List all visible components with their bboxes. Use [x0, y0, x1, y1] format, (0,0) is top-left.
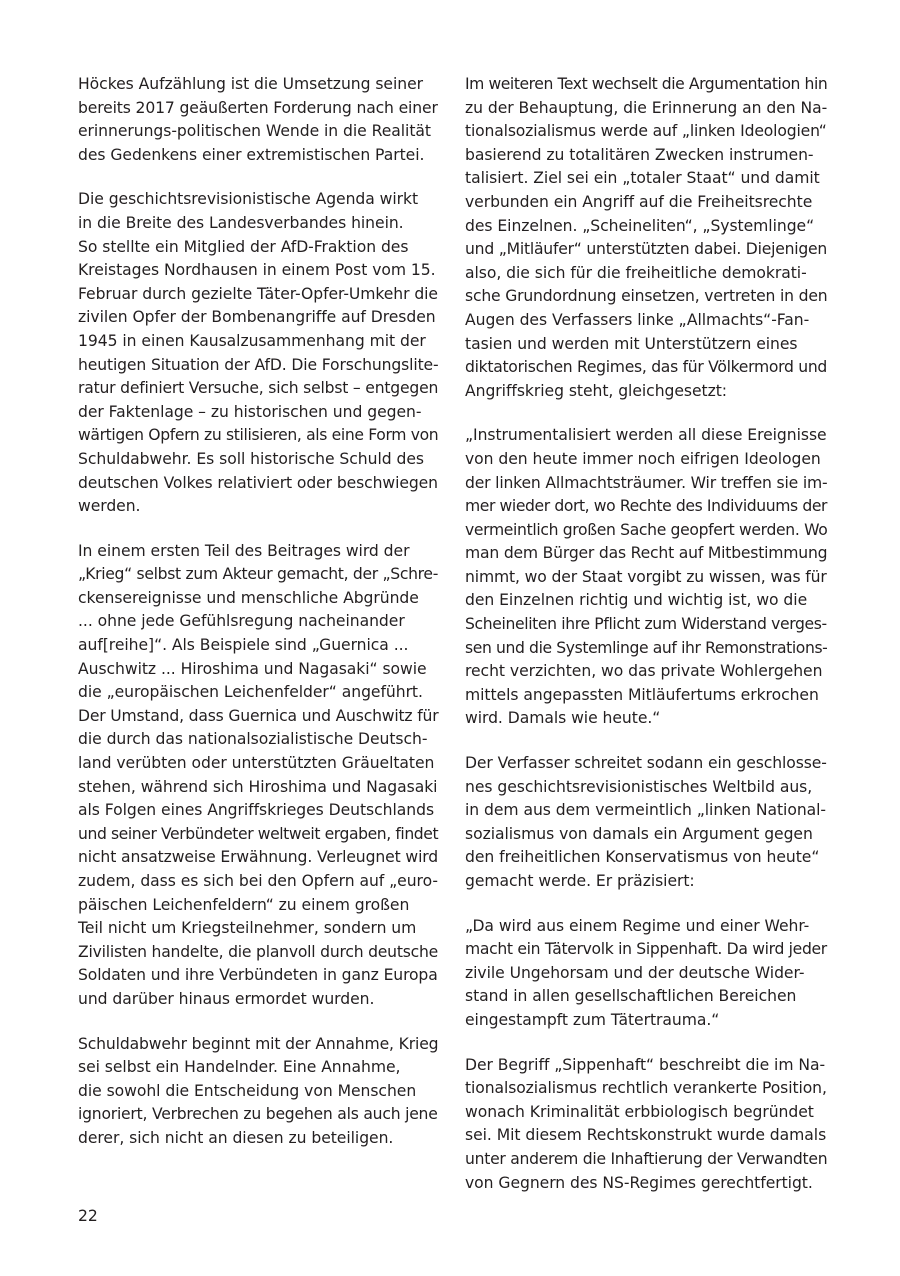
text-line: macht ein Tätervolk in Sippenhaft. Da wird jeder [465, 940, 827, 959]
text-line: Angriffskrieg steht, gleichgesetzt: [465, 381, 728, 400]
paragraph [78, 1033, 438, 1151]
page-number: 22 [78, 1207, 98, 1225]
text-line: tasien und werden mit Unterstützern eines [465, 334, 798, 353]
text-line: zu der Behauptung, die Erinnerung an den Na- [465, 98, 828, 117]
paragraph [465, 752, 827, 894]
text-line: und seiner Verbündeter weltweit ergaben, findet [78, 824, 439, 843]
text-line: recht verzichten, wo das private Wohlergehen [465, 662, 823, 681]
text-line: bereits 2017 geäußerten Forderung nach einer [78, 98, 438, 117]
paragraph [465, 915, 827, 1033]
text-line: nimmt, wo der Staat vorgibt zu wissen, was für [465, 567, 827, 586]
text-line: basierend zu totalitären Zwecken instrumen- [465, 145, 814, 164]
text-line: 1945 in einen Kausalzusammenhang mit der [78, 331, 426, 350]
text-line: des Gedenkens einer extremistischen Partei. [78, 145, 425, 164]
paragraph [78, 188, 438, 518]
text-line: und darüber hinaus ermordet wurden. [78, 989, 375, 1008]
text-line: nicht ansatzweise Erwähnung. Verleugnet wird [78, 848, 439, 867]
text-line: „Da wird aus einem Regime und einer Wehr- [465, 916, 810, 935]
text-line: Die geschichtsrevisionistische Agenda wirkt [78, 190, 419, 209]
text-line: wärtigen Opfern zu stilisieren, als eine Form von [78, 426, 439, 445]
paragraph [78, 73, 438, 167]
text-line: zivilen Opfer der Bombenangriffe auf Dresden [78, 308, 436, 327]
text-line: sozialismus von damals ein Argument gegen [465, 824, 813, 843]
text-line: der Faktenlage – zu historischen und gegen- [78, 402, 422, 421]
text-line: sei. Mit diesem Rechtskonstrukt wurde damals [465, 1126, 827, 1145]
text-line: verbunden ein Angriff auf die Freiheitsrechte [465, 192, 813, 211]
text-line: Zivilisten handelte, die planvoll durch deutsche [78, 942, 439, 961]
text-line: Höckes Aufzählung ist die Umsetzung seiner [78, 75, 423, 93]
text-line: in die Breite des Landesverbandes hinein. [78, 213, 404, 232]
text-line: die sowohl die Entscheidung von Menschen [78, 1081, 417, 1100]
text-line: die durch das nationalsozialistische Deutsch- [78, 730, 428, 749]
text-line: Der Umstand, dass Guernica und Auschwitz für [78, 706, 439, 725]
text-line: eingestampft zum Tätertrauma.“ [465, 1010, 720, 1029]
left-column [78, 73, 438, 1172]
text-line: stand in allen gesellschaftlichen Bereichen [465, 987, 797, 1006]
text-line: erinnerungs-politischen Wende in die Realität [78, 122, 431, 141]
paragraph [465, 73, 827, 403]
text-line: Schuldabwehr beginnt mit der Annahme, Krieg [78, 1034, 439, 1053]
text-line: zudem, dass es sich bei den Opfern auf „euro- [78, 872, 438, 890]
text-line: Scheineliten ihre Pflicht zum Widerstand verges- [465, 615, 827, 634]
text-line: So stellte ein Mitglied der AfD-Fraktion des [78, 237, 409, 256]
paragraph [465, 1054, 827, 1196]
text-line: gemacht werde. Er präzisiert: [465, 872, 695, 890]
text-line: von Gegnern des NS-Regimes gerechtfertigt. [465, 1173, 813, 1192]
text-line: stehen, während sich Hiroshima und Nagasaki [78, 777, 438, 796]
text-line: des Einzelnen. „Scheineliten“, „Systemlinge“ [465, 216, 815, 235]
text-line: Der Verfasser schreitet sodann ein geschlosse- [465, 754, 827, 773]
text-line: und „Mitläufer“ unterstützten dabei. Diejenigen [465, 240, 828, 259]
text-line: tionalsozialismus rechtlich verankerte Position, [465, 1079, 827, 1098]
text-line: mittels angepassten Mitläufertums erkrochen [465, 685, 819, 704]
text-line: den freiheitlichen Konservatismus von heute“ [465, 848, 820, 867]
text-line: werden. [78, 497, 141, 516]
right-column [465, 73, 827, 1216]
text-line: von den heute immer noch eifrigen Ideologen [465, 449, 821, 468]
text-line: heutigen Situation der AfD. Die Forschungslite- [78, 355, 439, 374]
text-line: Im weiteren Text wechselt die Argumentation hin [465, 75, 828, 93]
text-line: talisiert. Ziel sei ein „totaler Staat“ und damit [465, 169, 820, 188]
paragraph [465, 424, 827, 731]
text-line: nes geschichtsrevisionistisches Weltbild aus, [465, 777, 813, 796]
text-line: also, die sich für die freiheitliche demokrati- [465, 263, 807, 282]
text-line: ckensereignisse und menschliche Abgründe [78, 588, 419, 607]
text-line: die „europäischen Leichenfelder“ angeführt. [78, 683, 423, 702]
text-line: land verübten oder unterstützten Gräueltaten [78, 754, 435, 773]
text-line: sei selbst ein Handelnder. Eine Annahme, [78, 1058, 401, 1077]
text-line: Augen des Verfassers linke „Allmachts“-Fan- [465, 310, 810, 329]
text-line: derer, sich nicht an diesen zu beteiligen. [78, 1128, 394, 1147]
text-line: in dem aus dem vermeintlich „linken National- [465, 801, 827, 820]
text-line: Schuldabwehr. Es soll historische Schuld des [78, 449, 424, 468]
text-line: Kreistages Nordhausen in einem Post vom 15. [78, 261, 436, 280]
text-line: sche Grundordnung einsetzen, vertreten in den [465, 287, 828, 306]
text-line: „Krieg“ selbst zum Akteur gemacht, der „Schre- [78, 565, 439, 584]
text-line: zivile Ungehorsam und der deutsche Wider- [465, 963, 805, 982]
text-line: Soldaten und ihre Verbündeten in ganz Europa [78, 966, 438, 985]
text-line: den Einzelnen richtig und wichtig ist, wo die [465, 591, 808, 610]
text-line: Der Begriff „Sippenhaft“ beschreibt die im Na- [465, 1055, 826, 1074]
text-line: In einem ersten Teil des Beitrages wird der [78, 541, 410, 560]
paragraph [78, 540, 438, 1012]
text-line: „Instrumentalisiert werden all diese Ereignisse [465, 426, 827, 445]
text-line: als Folgen eines Angriffskrieges Deutschlands [78, 801, 435, 820]
text-line: ratur definiert Versuche, sich selbst – entgegen [78, 379, 439, 398]
text-line: wonach Kriminalität erbbiologisch begründet [465, 1102, 814, 1121]
text-line: wird. Damals wie heute.“ [465, 709, 661, 728]
text-line: der linken Allmachtsträumer. Wir treffen sie im- [465, 473, 828, 492]
text-line: ... ohne jede Gefühlsregung nacheinander [78, 612, 405, 631]
text-line: Februar durch gezielte Täter-Opfer-Umkehr die [78, 284, 438, 303]
text-line: tionalsozialismus werde auf „linken Ideologien“ [465, 122, 827, 141]
text-line: mer wieder dort, wo Rechte des Individuums der [465, 497, 828, 516]
text-line: sen und die Systemlinge auf ihr Remonstrations- [465, 638, 828, 657]
text-line: diktatorischen Regimes, das für Völkermord und [465, 358, 828, 377]
text-line: auf[reihe]“. Als Beispiele sind „Guernica ... [78, 636, 409, 655]
text-line: päischen Leichenfeldern“ zu einem großen [78, 895, 410, 914]
text-line: unter anderem die Inhaftierung der Verwandten [465, 1149, 828, 1168]
text-line: Teil nicht um Kriegsteilnehmer, sondern um [78, 919, 417, 938]
text-line: man dem Bürger das Recht auf Mitbestimmung [465, 544, 828, 563]
text-line: ignoriert, Verbrechen zu begehen als auch jene [78, 1105, 438, 1124]
text-line: deutschen Volkes relativiert oder beschwiegen [78, 473, 438, 492]
text-line: Auschwitz ... Hiroshima und Nagasaki“ sowie [78, 659, 427, 678]
text-line: vermeintlich großen Sache geopfert werden. Wo [465, 520, 828, 539]
